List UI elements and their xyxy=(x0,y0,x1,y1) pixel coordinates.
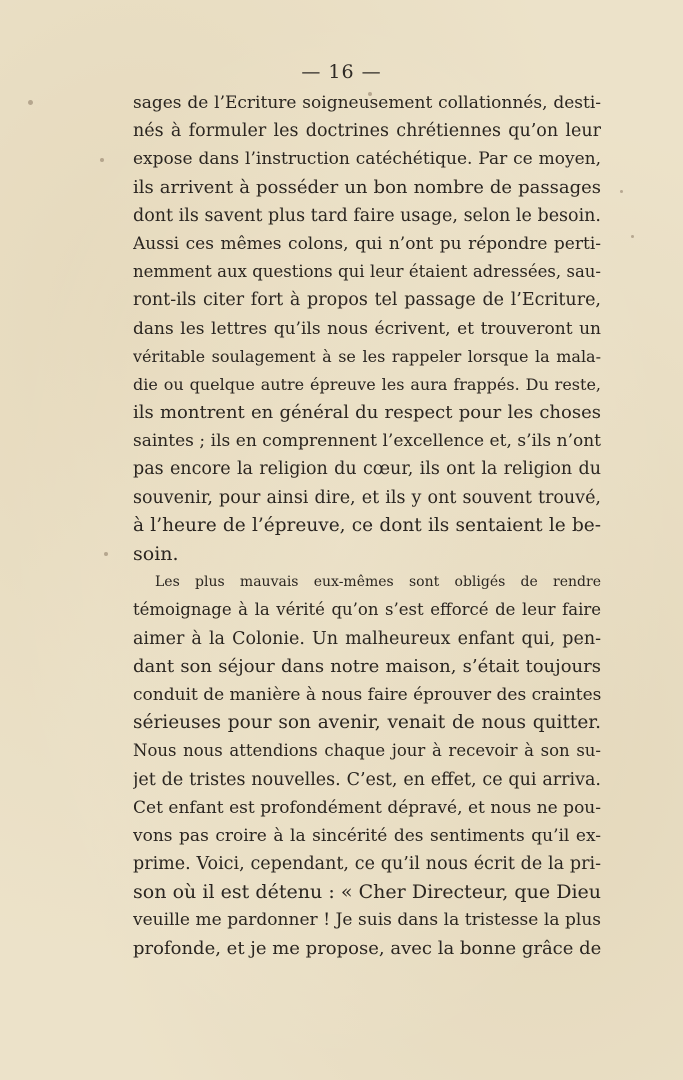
body-text xyxy=(133,89,601,963)
text-line: véritable soulagement à se les rappeler lorsque la mala- xyxy=(133,346,601,366)
text-line: die ou quelque autre épreuve les aura frappés. Du reste, xyxy=(133,374,601,394)
text-line: dont ils savent plus tard faire usage, selon le besoin. xyxy=(133,205,601,226)
text-line: ils montrent en général du respect pour les choses xyxy=(133,402,601,424)
text-line: Cet enfant est profondément dépravé, et nous ne pou- xyxy=(133,797,601,818)
page-number: — 16 — xyxy=(301,61,382,83)
paper-speck xyxy=(104,552,108,556)
text-line: expose dans l’instruction catéchétique. Par ce moyen, xyxy=(133,149,601,170)
text-line: conduit de manière à nous faire éprouver des craintes xyxy=(133,684,601,705)
text-line: ront-ils citer fort à propos tel passage de l’Ecriture, xyxy=(133,290,601,311)
text-line: dant son séjour dans notre maison, s’était toujours xyxy=(133,655,601,677)
text-line: à l’heure de l’épreuve, ce dont ils sentaient le be- xyxy=(133,514,601,536)
text-line: aimer à la Colonie. Un malheureux enfant qui, pen- xyxy=(133,628,601,649)
text-line: jet de tristes nouvelles. C’est, en effet, ce qui arriva. xyxy=(133,769,601,790)
text-line: profonde, et je me propose, avec la bonne grâce de xyxy=(133,937,601,959)
paper-speck xyxy=(620,190,623,193)
text-line: Les plus mauvais eux-mêmes sont obligés de rendre xyxy=(155,574,601,591)
paper-speck xyxy=(28,100,33,105)
text-line: prime. Voici, cependant, ce qu’il nous écrit de la pri- xyxy=(133,854,601,875)
text-line: vons pas croire à la sincérité des sentiments qu’il ex- xyxy=(133,825,601,846)
text-line: soin. xyxy=(133,543,179,565)
text-line: pas encore la religion du cœur, ils ont la religion du xyxy=(133,459,601,480)
text-line: sages de l’Ecriture soigneusement collationnés, desti- xyxy=(133,93,601,113)
text-line: témoignage à la vérité qu’on s’est efforcé de leur faire xyxy=(133,600,601,620)
text-line: ils arrivent à posséder un bon nombre de passages xyxy=(133,176,601,198)
text-line: saintes ; ils en comprennent l’excellence et, s’ils n’ont xyxy=(133,431,601,452)
text-line: son où il est détenu : « Cher Directeur, que Dieu xyxy=(133,881,601,904)
text-line: Aussi ces mêmes colons, qui n’ont pu répondre perti- xyxy=(133,233,601,254)
paper-speck xyxy=(368,92,372,96)
text-line: dans les lettres qu’ils nous écrivent, et trouveront un xyxy=(133,318,601,339)
text-line: nés à formuler les doctrines chrétiennes qu’on leur xyxy=(133,121,601,142)
text-line: Nous nous attendions chaque jour à recevoir à son su- xyxy=(133,741,601,761)
text-line: nemment aux questions qui leur étaient adressées, sau- xyxy=(133,262,601,282)
text-line: sérieuses pour son avenir, venait de nous quitter. xyxy=(133,712,601,734)
text-line: veuille me pardonner ! Je suis dans la tristesse la plus xyxy=(133,910,601,931)
text-line: souvenir, pour ainsi dire, et ils y ont souvent trouvé, xyxy=(133,487,601,508)
paper-speck xyxy=(631,235,634,238)
paper-speck xyxy=(100,158,104,162)
